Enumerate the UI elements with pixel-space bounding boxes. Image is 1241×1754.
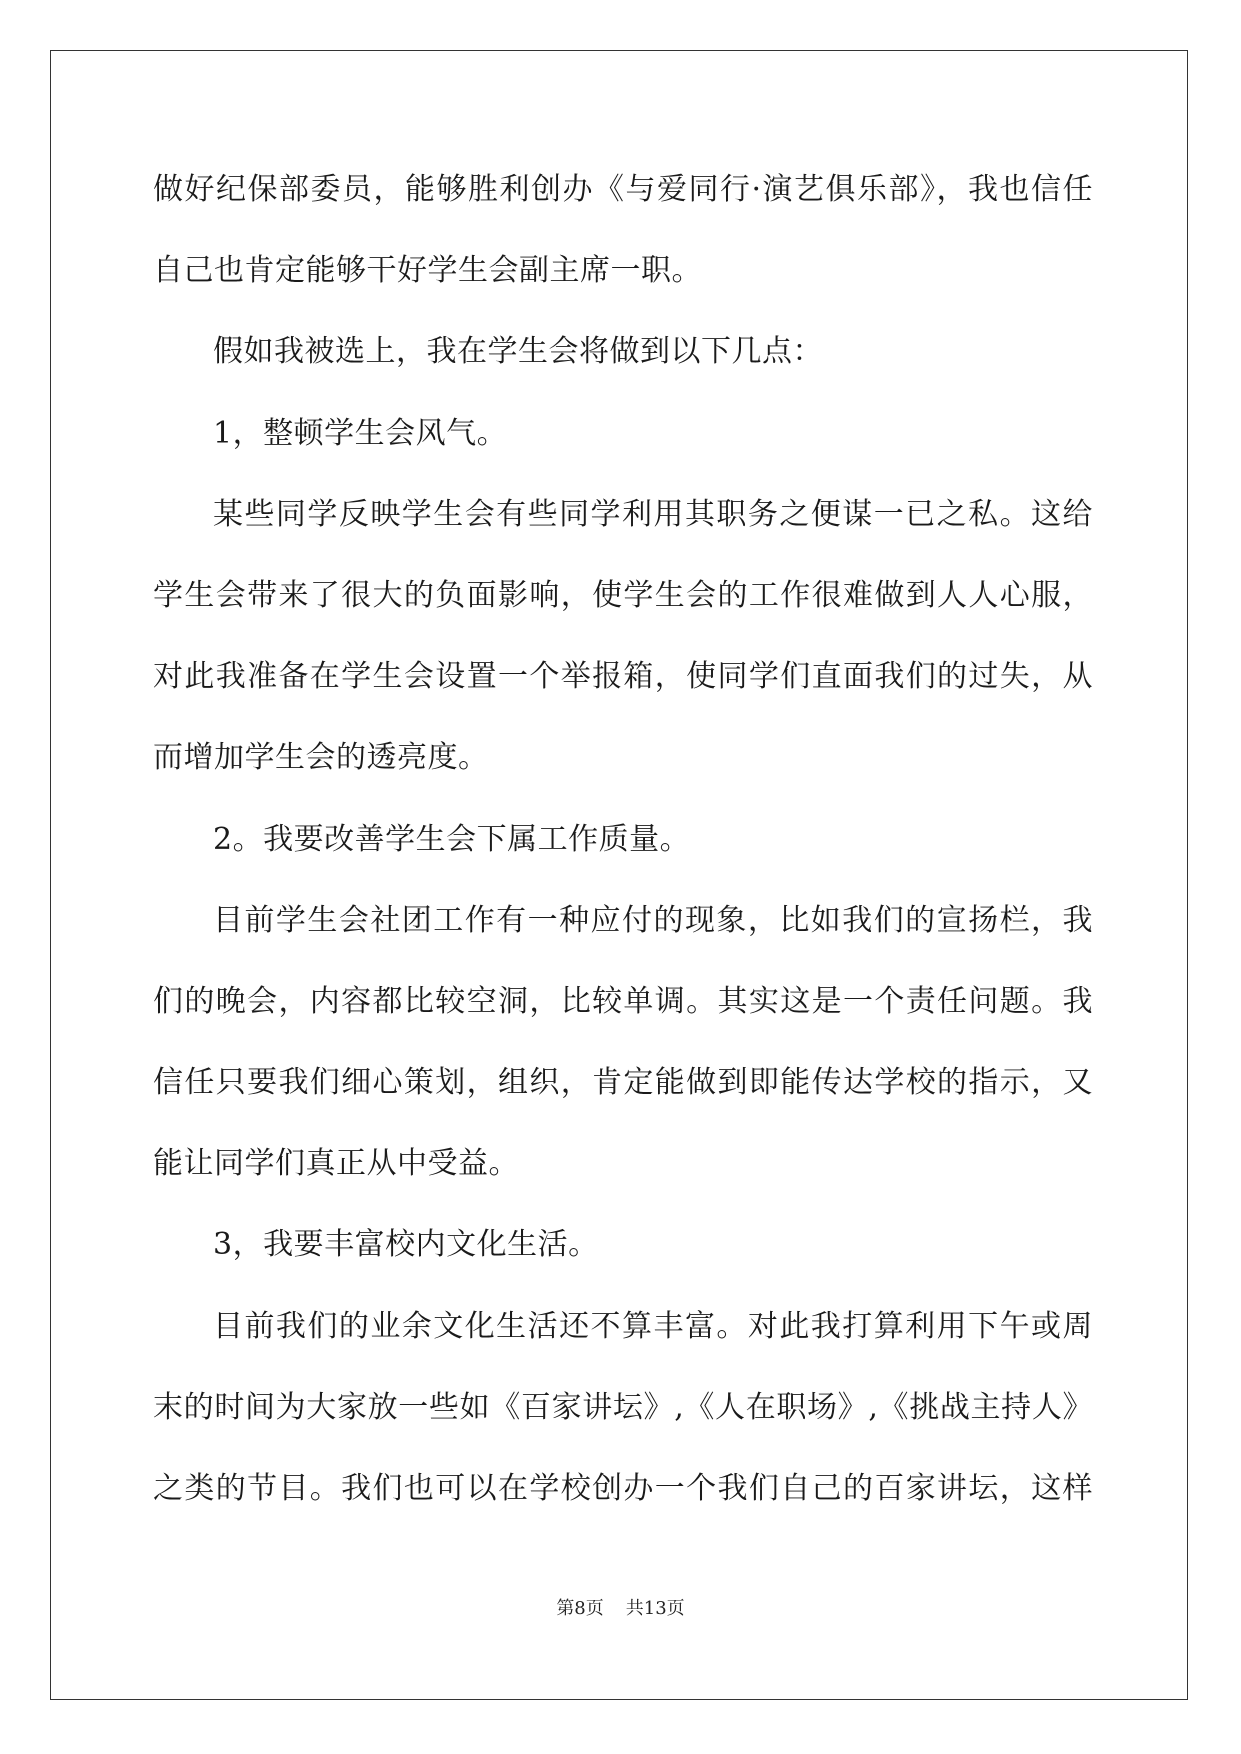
page-number: 第8页 — [556, 1598, 604, 1619]
text-line: 目前我们的业余文化生活还不算丰富。对此我打算利用下午或周 — [213, 1308, 1093, 1344]
text-line: 假如我被选上，我在学生会将做到以下几点： — [213, 334, 823, 370]
text-line: 而增加学生会的透亮度。 — [153, 740, 489, 776]
text-line: 之类的节目。我们也可以在学校创办一个我们自己的百家讲坛，这样 — [153, 1471, 1093, 1506]
text-line: 末的时间为大家放一些如《百家讲坛》,《人在职场》,《挑战主持人》 — [153, 1389, 1093, 1425]
page-total: 共13页 — [625, 1598, 685, 1619]
text-line: 学生会带来了很大的负面影响，使学生会的工作很难做到人人心服， — [153, 577, 1093, 613]
text-line: 们的晚会，内容都比较空洞，比较单调。其实这是一个责任问题。我 — [153, 983, 1093, 1019]
text-line: 某些同学反映学生会有些同学利用其职务之便谋一已之私。这给 — [213, 496, 1093, 532]
text-line: 对此我准备在学生会设置一个举报箱，使同学们直面我们的过失，从 — [153, 659, 1093, 695]
text-line: 自己也肯定能够干好学生会副主席一职。 — [153, 253, 702, 289]
text-line: 1，整顿学生会风气。 — [213, 415, 508, 451]
text-line: 做好纪保部委员，能够胜利创办《与爱同行·演艺俱乐部》，我也信任 — [153, 172, 1093, 207]
text-line: 信任只要我们细心策划，组织，肯定能做到即能传达学校的指示，又 — [153, 1065, 1093, 1101]
document-body — [153, 158, 1093, 1538]
text-line: 目前学生会社团工作有一种应付的现象，比如我们的宣扬栏，我 — [213, 902, 1093, 938]
text-line: 能让同学们真正从中受益。 — [153, 1146, 519, 1182]
text-line: 2。我要改善学生会下属工作质量。 — [213, 821, 691, 857]
page-footer — [0, 1594, 1241, 1620]
text-line: 3，我要丰富校内文化生活。 — [213, 1227, 599, 1263]
